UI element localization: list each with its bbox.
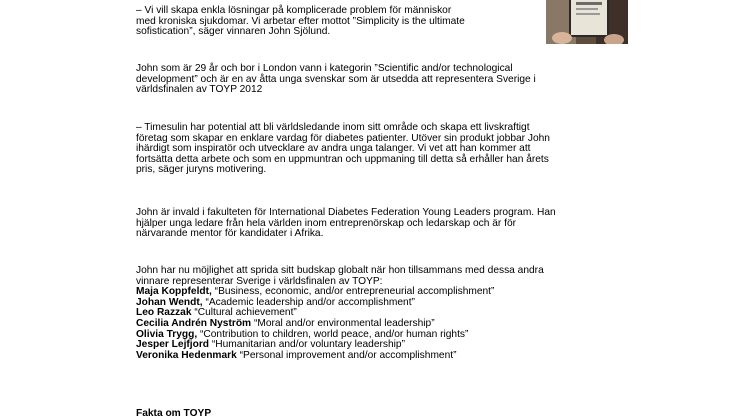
representative-name: Cecilia Andrén Nyström xyxy=(136,317,252,329)
representative-name: Olivia Trygg, xyxy=(136,328,198,340)
text-line: pris, säger juryns motivering. xyxy=(136,164,267,176)
text-line: John har nu möjlighet att sprida sitt budskap globalt när hon tillsammans med dessa andra xyxy=(136,265,544,276)
representative-category: “Humanitarian and/or voluntary leadership” xyxy=(209,339,405,351)
section-heading-fakta: Fakta om TOYP xyxy=(136,408,212,419)
representative-category: “Contribution to children, world peace, and/or human rights” xyxy=(197,328,469,340)
text-line: John som är 29 år och bor i London vann i kategorin ”Scientific and/or technological xyxy=(136,63,513,74)
representative-category: “Personal improvement and/or accomplishment” xyxy=(236,349,457,361)
winner-paragraph xyxy=(136,64,536,96)
text-line: ihärdigt som inspiratör och utvecklare av andra unga talanger. Vi vet att han kommer att xyxy=(136,143,531,155)
faculty-paragraph xyxy=(136,208,556,240)
representative-line xyxy=(136,351,544,362)
text-line: med kroniska sjukdomar. Vi arbetar efter mottot ”Simplicity is the ultimate xyxy=(136,15,465,27)
text-line: John är invald i fakulteten för International Diabetes Federation Young Leaders program. Han xyxy=(136,207,556,218)
representative-name: Jesper Lejfjord xyxy=(136,339,210,351)
representatives-paragraph xyxy=(136,266,544,361)
text-line: världsfinalen av TOYP 2012 xyxy=(136,84,263,96)
representative-category: “Business, economic, and/or entrepreneurial accomplishment” xyxy=(211,286,495,298)
text-line: hjälper unga ledare från hela världen inom entreprenörskap och ledarskap och är för xyxy=(136,217,516,229)
representative-name: Johan Wendt, xyxy=(136,296,203,308)
representative-name: Veronika Hedenmark xyxy=(136,349,237,361)
text-line: sofistication”, säger vinnaren John Sjölund. xyxy=(136,26,331,38)
text-line: företag som skapar en enklare vardag för diabetes patienter. Utöver sin produkt jobbar John xyxy=(136,132,550,144)
representative-category: “Moral and/or environmental leadership” xyxy=(251,317,435,329)
award-photo xyxy=(546,0,628,44)
award-photo-icon xyxy=(546,0,628,44)
representative-name: Leo Razzak xyxy=(136,307,192,319)
text-line: – Timesulin har potential att bli världsledande inom sitt område och skapa ett livskraftigt xyxy=(136,122,530,133)
representative-name: Maja Koppfeldt, xyxy=(136,286,212,298)
representative-category: “Cultural achievement” xyxy=(191,307,297,319)
representative-category: “Academic leadership and/or accomplishment” xyxy=(202,296,415,308)
quote-paragraph xyxy=(136,6,465,38)
text-line: development” och är en av åtta unga svenskar som är utsedda att representera Sverige i xyxy=(136,73,536,85)
text-line: fortsätta detta arbete och som en uppmuntran och uppmaning till detta så erhåller han årets xyxy=(136,153,549,165)
text-line: – Vi vill skapa enkla lösningar på komplicerade problem för människor xyxy=(136,5,452,16)
jury-motivation-paragraph xyxy=(136,123,550,176)
text-line: vinnare representerar Sverige i världsfinalen av TOYP: xyxy=(136,275,383,287)
text-line: närvarande mentor för kandidater i Afrika. xyxy=(136,228,324,240)
